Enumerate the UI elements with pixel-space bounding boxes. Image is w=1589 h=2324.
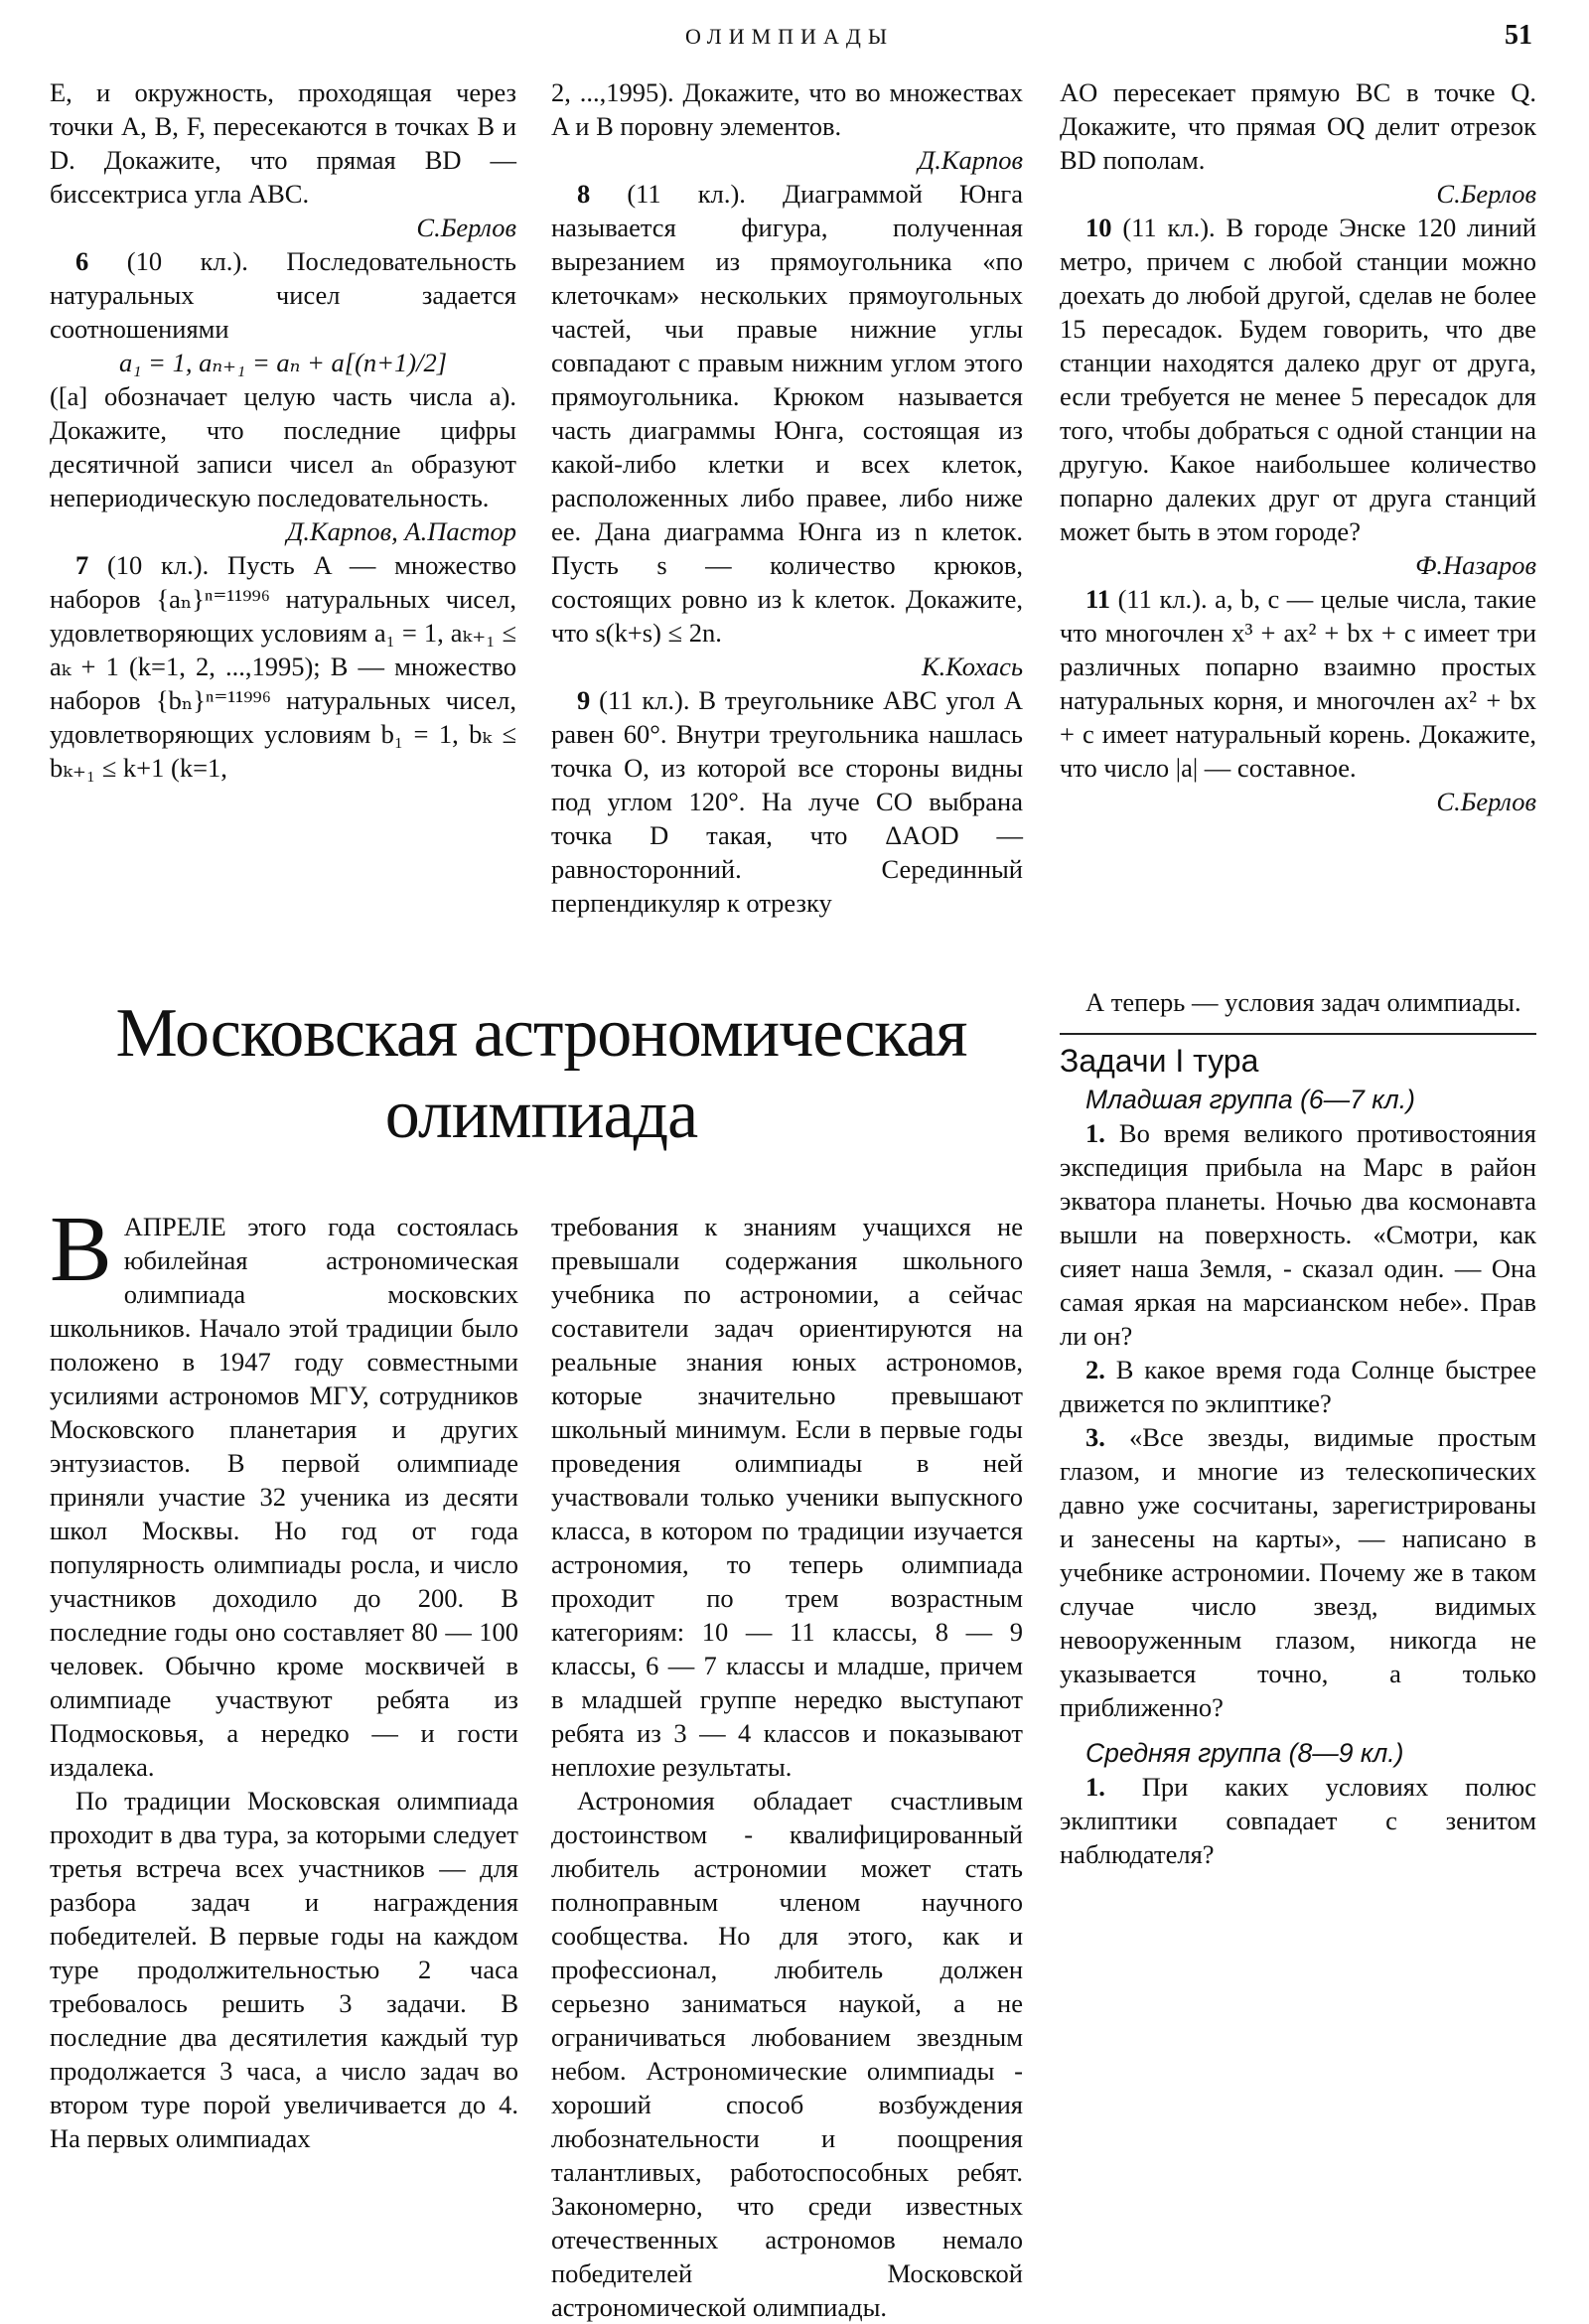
problem-text: (11 кл.). a, b, c — целые числа, такие что многочлен x³ + ax² + bx + c имеет три различных попарно взаимно простых натуральных корня, и многочлен ax² + bx + c имеет натуральный корень. Докажите, что число |a| — составное.: [1060, 584, 1536, 783]
article-column-3: [1060, 985, 1536, 1871]
problem-number: 8: [577, 179, 591, 209]
lead-word: АПРЕЛЕ: [123, 1212, 226, 1241]
top-column-3: [1060, 75, 1536, 818]
group-heading: Младшая группа (6—7 кл.): [1085, 1085, 1415, 1114]
formula: a₁ = 1, aₙ₊₁ = aₙ + a[(n+1)/2]: [118, 348, 448, 377]
task-item: [1060, 1770, 1536, 1871]
task-item: [1060, 1116, 1536, 1353]
signature: К.Кохась: [921, 652, 1023, 681]
problem-5-end: E, и окружность, проходящая через точки A, B, F, пересекаются в точках B и D. Докажите, что прямая BD — биссектриса угла ABC.: [50, 77, 516, 209]
problem-11: [1060, 582, 1536, 785]
task-text: «Все звезды, видимые простым глазом, и многие из телескопических давно уже сосчитаны, зарегистрированы и занесены на карты», — написано в учебнике астрономии. Почему же в таком случае число звезд, видимых невооруженным глазом, никогда не указывается точно, а только приближенно?: [1060, 1422, 1536, 1722]
running-title: ОЛИМПИАДЫ: [685, 24, 895, 49]
problem-6-cont: ([a] обозначает целую часть числа a). Докажите, что последние цифры десятичной записи чисел aₙ образуют непериодическую последовательность.: [50, 381, 516, 512]
section-title: Задачи I тура: [1060, 1043, 1259, 1079]
section-divider: [1060, 1033, 1536, 1035]
signature: Д.Карпов, А.Пастор: [286, 516, 516, 546]
signature: Ф.Назаров: [1415, 550, 1536, 580]
signature: Д.Карпов: [918, 145, 1023, 175]
drop-cap: В: [50, 1198, 112, 1301]
problem-text: (10 кл.). Пусть A — множество наборов {aₙ}ⁿ⁼¹¹⁹⁹⁶ натуральных чисел, удовлетворяющих условиям a₁ = 1, aₖ₊₁ ≤ aₖ + 1 (k=1, 2, ...,1995); B — множество наборов {bₙ}ⁿ⁼¹¹⁹⁹⁶ натуральных чисел, удовлетворяющих условиям b₁ = 1, bₖ ≤ bₖ₊₁ ≤ k+1 (k=1,: [50, 550, 516, 783]
problem-number: 10: [1085, 213, 1112, 242]
task-text: Во время великого противостояния экспедиция прибыла на Марс в район экватора планеты. Ночью два космонавта вышли на поверхность. «Смотри, как сияет наша Земля, - сказал один. — Она самая яркая на марсианском небе». Прав ли он?: [1060, 1118, 1536, 1351]
page-number: 51: [1505, 20, 1532, 51]
article-paragraph: Астрономия обладает счастливым достоинством - квалифицированный любитель астрономии может стать полноправным членом научного сообщества. Но для этого, как и профессионал, любитель должен серьезно заниматься наукой, а не ограничиваться любованием звездным небом. Астрономические олимпиады - хороший способ возбуждения любознательности и поощрения талантливых, работоспособных ребят. Закономерно, что среди известных отечественных астрономов немало победителей Московской астрономической олимпиады.: [551, 1786, 1023, 2322]
problem-number: 7: [75, 550, 89, 580]
problem-text: (10 кл.). Последовательность натуральных чисел задается соотношениями: [50, 246, 516, 344]
article-column-1: [50, 1198, 518, 2155]
page-header: [0, 20, 1589, 64]
problem-number: 9: [577, 685, 591, 715]
task-number: 2.: [1085, 1355, 1105, 1384]
task-item: [1060, 1420, 1536, 1724]
problem-text: (11 кл.). В городе Энске 120 линий метро, причем с любой станции можно доехать до любой другой, сделав не более 15 пересадок. Будем говорить, что две станции находятся далеко друг от друга, если требуется не менее 5 пересадок для того, чтобы добраться с одной станции на другую. Какое наибольшее количество попарно далеких друг от друга станций может быть в этом городе?: [1060, 213, 1536, 546]
article-title-line-1: Московская астрономическая: [115, 995, 967, 1072]
problem-number: 6: [75, 246, 89, 276]
task-number: 1.: [1085, 1118, 1105, 1148]
problem-10: [1060, 211, 1536, 548]
task-text: В какое время года Солнце быстрее движется по эклиптике?: [1060, 1355, 1536, 1418]
article-intro: [50, 1198, 518, 1784]
article-title-line-2: олимпиада: [384, 1077, 698, 1153]
intro-text: этого года состоялась юбилейная астрономическая олимпиада московских школьников. Начало этой традиции было положено в 1947 году совместными усилиями астрономов МГУ, сотрудников Московского планетария и других энтузиастов. В первой олимпиаде приняли участие 32 ученика из десяти школ Москвы. Но год от года популярность олимпиады росла, и число участников доходило до 200. В последние годы оно составляет 80 — 100 человек. Обычно кроме москвичей в олимпиаде участвуют ребята из Подмосковья, а нередко — и гости издалека.: [50, 1212, 518, 1782]
article-column-2: [551, 1210, 1023, 2324]
problem-9: [551, 683, 1023, 920]
group-heading: Средняя группа (8—9 кл.): [1085, 1738, 1404, 1768]
problem-text: (11 кл.). В треугольнике ABC угол A равен 60°. Внутри треугольника нашлась точка O, из которой все стороны видны под углом 120°. На луче CO выбрана точка D такая, что ΔAOD — равносторонний. Серединный перпендикуляр к отрезку: [551, 685, 1023, 918]
closing-line: А теперь — условия задач олимпиады.: [1085, 987, 1521, 1017]
task-number: 1.: [1085, 1772, 1105, 1802]
article-paragraph: По традиции Московская олимпиада проходит в два тура, за которыми следует третья встреча всех участников — для разбора задач и награждения победителей. В первые годы на каждом туре продолжительностью 2 часа требовалось решить 3 задачи. В последние два десятилетия каждый тур продолжается 3 часа, а число задач во втором туре порой увеличивается до 4. На первых олимпиадах: [50, 1786, 518, 2153]
problem-8: [551, 177, 1023, 650]
problem-text: (11 кл.). Диаграммой Юнга называется фигура, полученная вырезанием из прямоугольника «по клеточкам» нескольких прямоугольных частей, чьи правые нижние углы совпадают с правым нижним углом этого прямоугольника. Крюком называется часть диаграммы Юнга, состоящая из какой-либо клетки и всех клеток, расположенных либо правее, либо ниже ее. Дана диаграмма Юнга из n клеток. Пусть s — количество крюков, состоящих ровно из k клеток. Докажите, что s(k+s) ≤ 2n.: [551, 179, 1023, 648]
task-number: 3.: [1085, 1422, 1105, 1452]
problem-6: [50, 244, 516, 346]
article-paragraph-cont: требования к знаниям учащихся не превышали содержания школьного учебника по астрономии, а сейчас составители задач ориентируются на реальные знания юных астрономов, которые значительно превышают школьный минимум. Если в первые годы проведения олимпиады в ней участвовали только ученики выпускного класса, в котором по традиции изучается астрономия, то теперь олимпиада проходит по трем возрастным категориям: 10 — 11 классы, 8 — 9 классы, 6 — 7 классы и младше, причем в младшей группе нередко выступают ребята из 3 — 4 классов и показывают неплохие результаты.: [551, 1212, 1023, 1782]
top-column-1: [50, 75, 516, 785]
problem-7: [50, 548, 516, 785]
top-column-2: [551, 75, 1023, 920]
problem-9-cont: AO пересекает прямую BC в точке Q. Докажите, что прямая OQ делит отрезок BD пополам.: [1060, 77, 1536, 175]
article-title: [40, 993, 1043, 1156]
signature: С.Берлов: [1436, 179, 1536, 209]
signature: С.Берлов: [1436, 787, 1536, 816]
signature: С.Берлов: [416, 213, 516, 242]
problem-number: 11: [1085, 584, 1111, 614]
task-item: [1060, 1353, 1536, 1420]
problem-7-cont: 2, ...,1995). Докажите, что во множествах A и B поровну элементов.: [551, 77, 1023, 141]
task-text: При каких условиях полюс эклиптики совпадает с зенитом наблюдателя?: [1060, 1772, 1536, 1869]
